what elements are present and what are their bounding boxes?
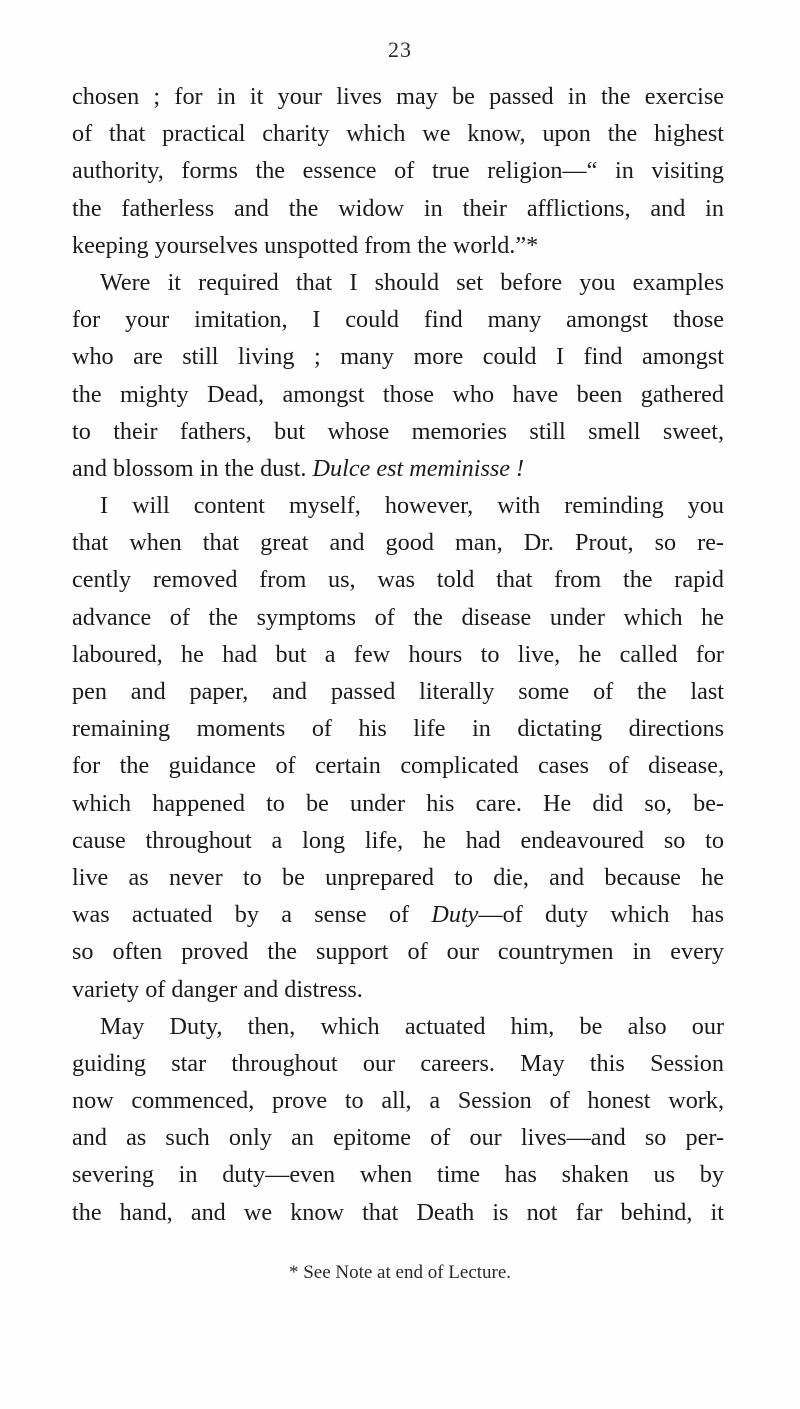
text-run: advance of the symptoms of the disease under which he: [72, 603, 724, 631]
text-run: Were it required that I should set before you examples: [100, 268, 724, 296]
text-line: [72, 859, 724, 896]
text-line: [72, 1156, 724, 1193]
text-run: the mighty Dead, amongst those who have been gathered: [72, 380, 724, 408]
text-line: [72, 710, 724, 747]
italic-phrase: Dulce est meminisse !: [312, 454, 525, 482]
text-line: [72, 1008, 724, 1045]
text-line: [72, 376, 724, 413]
text-line: [72, 747, 724, 784]
text-run: guiding star throughout our careers. May this Session: [72, 1049, 724, 1077]
text-run: and as such only an epitome of our lives—and so per-: [72, 1124, 724, 1152]
text-run: May Duty, then, which actuated him, be also our: [100, 1012, 724, 1040]
text-line: [72, 115, 724, 152]
text-line: [72, 338, 724, 375]
text-line: [72, 1045, 724, 1082]
text-line: [72, 487, 724, 524]
text-line: [72, 190, 724, 227]
text-run: I will content myself, however, with reminding you: [100, 492, 724, 520]
text-line: [72, 561, 724, 598]
text-run: and blossom in the dust.: [72, 454, 313, 482]
text-line: [72, 524, 724, 561]
body-text: [72, 78, 724, 1231]
text-run: for your imitation, I could find many amongst those: [72, 306, 724, 334]
text-run: the fatherless and the widow in their afflictions, and in: [72, 194, 724, 222]
text-line: [72, 673, 724, 710]
italic-phrase: Duty: [431, 901, 479, 929]
text-run: for the guidance of certain complicated cases of disease,: [72, 752, 724, 780]
text-run: to their fathers, but whose memories still smell sweet,: [72, 417, 724, 445]
text-run: severing in duty—even when time has shaken us by: [72, 1161, 724, 1189]
text-line: [72, 1082, 724, 1119]
text-run: which happened to be under his care. He did so, be-: [72, 789, 724, 817]
text-line: [72, 896, 724, 933]
text-run: variety of danger and distress.: [72, 975, 363, 1003]
text-run: live as never to be unprepared to die, and because he: [72, 863, 724, 891]
text-line: [72, 933, 724, 970]
text-line: [72, 636, 724, 673]
text-line: [72, 227, 724, 264]
text-run: of that practical charity which we know, upon the highest: [72, 120, 724, 148]
text-run: pen and paper, and passed literally some of the last: [72, 678, 724, 705]
text-run: who are still living ; many more could I find amongst: [72, 343, 724, 371]
text-line: [72, 822, 724, 859]
text-line: [72, 450, 724, 487]
text-run: that when that great and good man, Dr. Prout, so re-: [72, 529, 724, 557]
text-line: [72, 78, 724, 115]
text-line: [72, 599, 724, 636]
text-line: [72, 413, 724, 450]
text-run: the hand, and we know that Death is not far behind, it: [72, 1198, 724, 1226]
text-line: [72, 301, 724, 338]
text-run: —of duty which has: [478, 901, 724, 929]
text-run: laboured, he had but a few hours to live, he called for: [72, 640, 724, 668]
text-run: authority, forms the essence of true religion—“ in visiting: [72, 157, 724, 185]
text-line: [72, 971, 724, 1008]
text-line: [72, 1119, 724, 1156]
text-run: remaining moments of his life in dictating directions: [72, 715, 724, 743]
text-run: cause throughout a long life, he had endeavoured so to: [72, 826, 724, 854]
text-line: [72, 152, 724, 189]
text-run: chosen ; for in it your lives may be passed in the exercise: [72, 83, 724, 110]
text-run: was actuated by a sense of: [72, 901, 432, 929]
text-run: so often proved the support of our countrymen in every: [72, 938, 724, 966]
page-number: 23: [388, 37, 412, 62]
text-line: [72, 264, 724, 301]
text-line: [72, 785, 724, 822]
text-run: cently removed from us, was told that from the rapid: [72, 566, 724, 594]
text-run: keeping yourselves unspotted from the world.”*: [72, 231, 539, 259]
text-run: now commenced, prove to all, a Session of honest work,: [72, 1087, 724, 1115]
footnote: * See Note at end of Lecture.: [288, 1262, 512, 1283]
text-line: [72, 1194, 724, 1231]
